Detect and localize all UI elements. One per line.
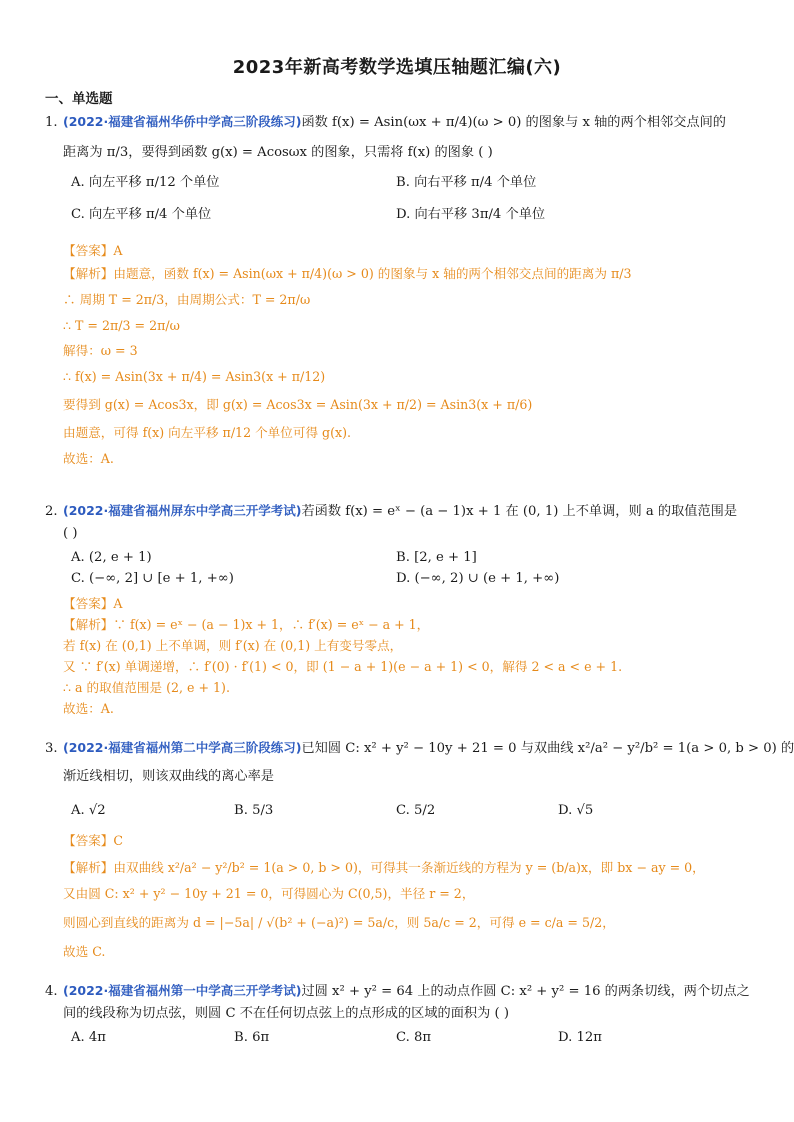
analysis-line: 由题意，可得 f(x) 向左平移 π/12 个单位可得 g(x). xyxy=(63,424,352,440)
question-4 xyxy=(45,983,765,1053)
option-b: B. 5/3 xyxy=(234,802,274,818)
stem-line: 间的线段称为切点弦，则圆 C 不在任何切点弦上的点形成的区域的面积为 ( ) xyxy=(63,1005,509,1021)
option-d: D. 向右平移 3π/4 个单位 xyxy=(396,206,546,222)
analysis-line: ∴ a 的取值范围是 (2, e + 1). xyxy=(63,679,230,695)
question-number: 2. xyxy=(45,504,58,519)
stem-line: 渐近线相切，则该双曲线的离心率是 xyxy=(63,768,274,784)
option-b: B. 6π xyxy=(234,1029,270,1045)
stem-line: 已知圆 C: x² + y² − 10y + 21 = 0 与双曲线 x²/a² − y²/b² = 1(a > 0, b > 0) 的 xyxy=(301,741,794,756)
question-stem xyxy=(45,503,765,543)
question-source: (2022·福建省福州第二中学高三阶段练习) xyxy=(63,740,302,755)
question-source: (2022·福建省福州第一中学高三开学考试) xyxy=(63,983,302,998)
analysis-label: 【解析】 xyxy=(63,616,114,632)
option-d: D. (−∞, 2) ∪ (e + 1, +∞) xyxy=(396,570,560,586)
analysis-line: 故选：A. xyxy=(63,450,114,466)
question-source: (2022·福建省福州华侨中学高三阶段练习) xyxy=(63,114,302,129)
option-b: B. [2, e + 1] xyxy=(396,549,477,565)
stem-line: 过圆 x² + y² = 64 上的动点作圆 C: x² + y² = 16 的两条切线，两个切点之 xyxy=(301,984,750,999)
options xyxy=(71,549,765,595)
answer-block xyxy=(45,595,765,717)
option-a: A. 向左平移 π/12 个单位 xyxy=(71,174,220,190)
page-title: 2023年新高考数学选填压轴题汇编(六) xyxy=(232,57,562,78)
answer-value: C xyxy=(113,832,124,848)
answer-block xyxy=(45,832,765,960)
analysis-line: 若 f(x) 在 (0,1) 上不单调，则 f′(x) 在 (0,1) 上有变号零点， xyxy=(63,637,403,653)
option-c: C. 5/2 xyxy=(396,802,436,818)
question-1 xyxy=(45,114,765,467)
analysis-line: 要得到 g(x) = Acos3x，即 g(x) = Acos3x = Asin(3x + π/2) = Asin3(x + π/6) xyxy=(63,396,533,412)
question-number: 3. xyxy=(45,741,58,756)
answer-label: 【答案】 xyxy=(63,595,114,611)
option-c: C. 向左平移 π/4 个单位 xyxy=(71,206,212,222)
analysis-label: 【解析】 xyxy=(63,859,114,875)
analysis-line: 由双曲线 x²/a² − y²/b² = 1(a > 0, b > 0)，可得其一条渐近线的方程为 y = (b/a)x，即 bx − ay = 0， xyxy=(113,859,705,875)
question-number: 1. xyxy=(45,115,58,130)
question-3 xyxy=(45,740,794,960)
answer-value: A xyxy=(113,595,123,611)
option-d: D. 12π xyxy=(558,1029,602,1045)
options xyxy=(71,174,765,242)
analysis-line: 又由圆 C: x² + y² − 10y + 21 = 0，可得圆心为 C(0,5)，半径 r = 2， xyxy=(63,885,475,901)
analysis-line: 故选：A. xyxy=(63,700,114,716)
answer-label: 【答案】 xyxy=(63,832,114,848)
option-d: D. √5 xyxy=(558,802,594,818)
stem-line: 函数 f(x) = Asin(ωx + π/4)(ω > 0) 的图象与 x 轴的两个相邻交点间的 xyxy=(301,115,726,130)
analysis-line: ∵ f(x) = eˣ − (a − 1)x + 1，∴ f′(x) = eˣ − a + 1， xyxy=(113,616,430,632)
stem-line: ( ) xyxy=(63,525,78,541)
analysis-line: 又 ∵ f′(x) 单调递增，∴ f′(0) · f′(1) < 0，即 (1 − a + 1)(e − a + 1) < 0，解得 2 < a < e + 1. xyxy=(63,658,623,674)
options xyxy=(71,1029,765,1053)
question-stem xyxy=(45,740,794,786)
option-a: A. (2, e + 1) xyxy=(71,549,152,565)
question-stem xyxy=(45,983,765,1023)
option-b: B. 向右平移 π/4 个单位 xyxy=(396,174,537,190)
analysis-line: 由题意，函数 f(x) = Asin(ωx + π/4)(ω > 0) 的图象与 x 轴的两个相邻交点间的距离为 π/3 xyxy=(113,265,632,281)
stem-line: 若函数 f(x) = eˣ − (a − 1)x + 1 在 (0, 1) 上不单调，则 a 的取值范围是 xyxy=(301,504,738,519)
question-2 xyxy=(45,503,765,717)
stem-line: 距离为 π/3，要得到函数 g(x) = Acosωx 的图象，只需将 f(x) 的图象 ( ) xyxy=(63,144,493,160)
analysis-line: ∴ T = 2π/3 = 2π/ω xyxy=(63,317,180,333)
question-source: (2022·福建省福州屏东中学高三开学考试) xyxy=(63,503,302,518)
question-number: 4. xyxy=(45,984,58,999)
answer-label: 【答案】 xyxy=(63,242,114,258)
section-heading: 一、单选题 xyxy=(45,91,113,107)
option-c: C. (−∞, 2] ∪ [e + 1, +∞) xyxy=(71,570,234,586)
answer-block xyxy=(45,242,765,467)
option-c: C. 8π xyxy=(396,1029,432,1045)
analysis-line: 故选 C. xyxy=(63,943,106,959)
analysis-line: 则圆心到直线的距离为 d = |−5a| / √(b² + (−a)²) = 5a/c，则 5a/c = 2，可得 e = c/a = 5/2， xyxy=(63,914,615,930)
analysis-line: 解得：ω = 3 xyxy=(63,342,138,358)
options xyxy=(71,798,765,832)
analysis-line: ∴ 周期 T = 2π/3，由周期公式：T = 2π/ω xyxy=(63,291,311,307)
question-stem xyxy=(45,114,765,162)
analysis-line: ∴ f(x) = Asin(3x + π/4) = Asin3(x + π/12) xyxy=(63,368,326,384)
option-a: A. 4π xyxy=(71,1029,106,1045)
answer-value: A xyxy=(113,242,123,258)
option-a: A. √2 xyxy=(71,802,106,818)
analysis-label: 【解析】 xyxy=(63,265,114,281)
